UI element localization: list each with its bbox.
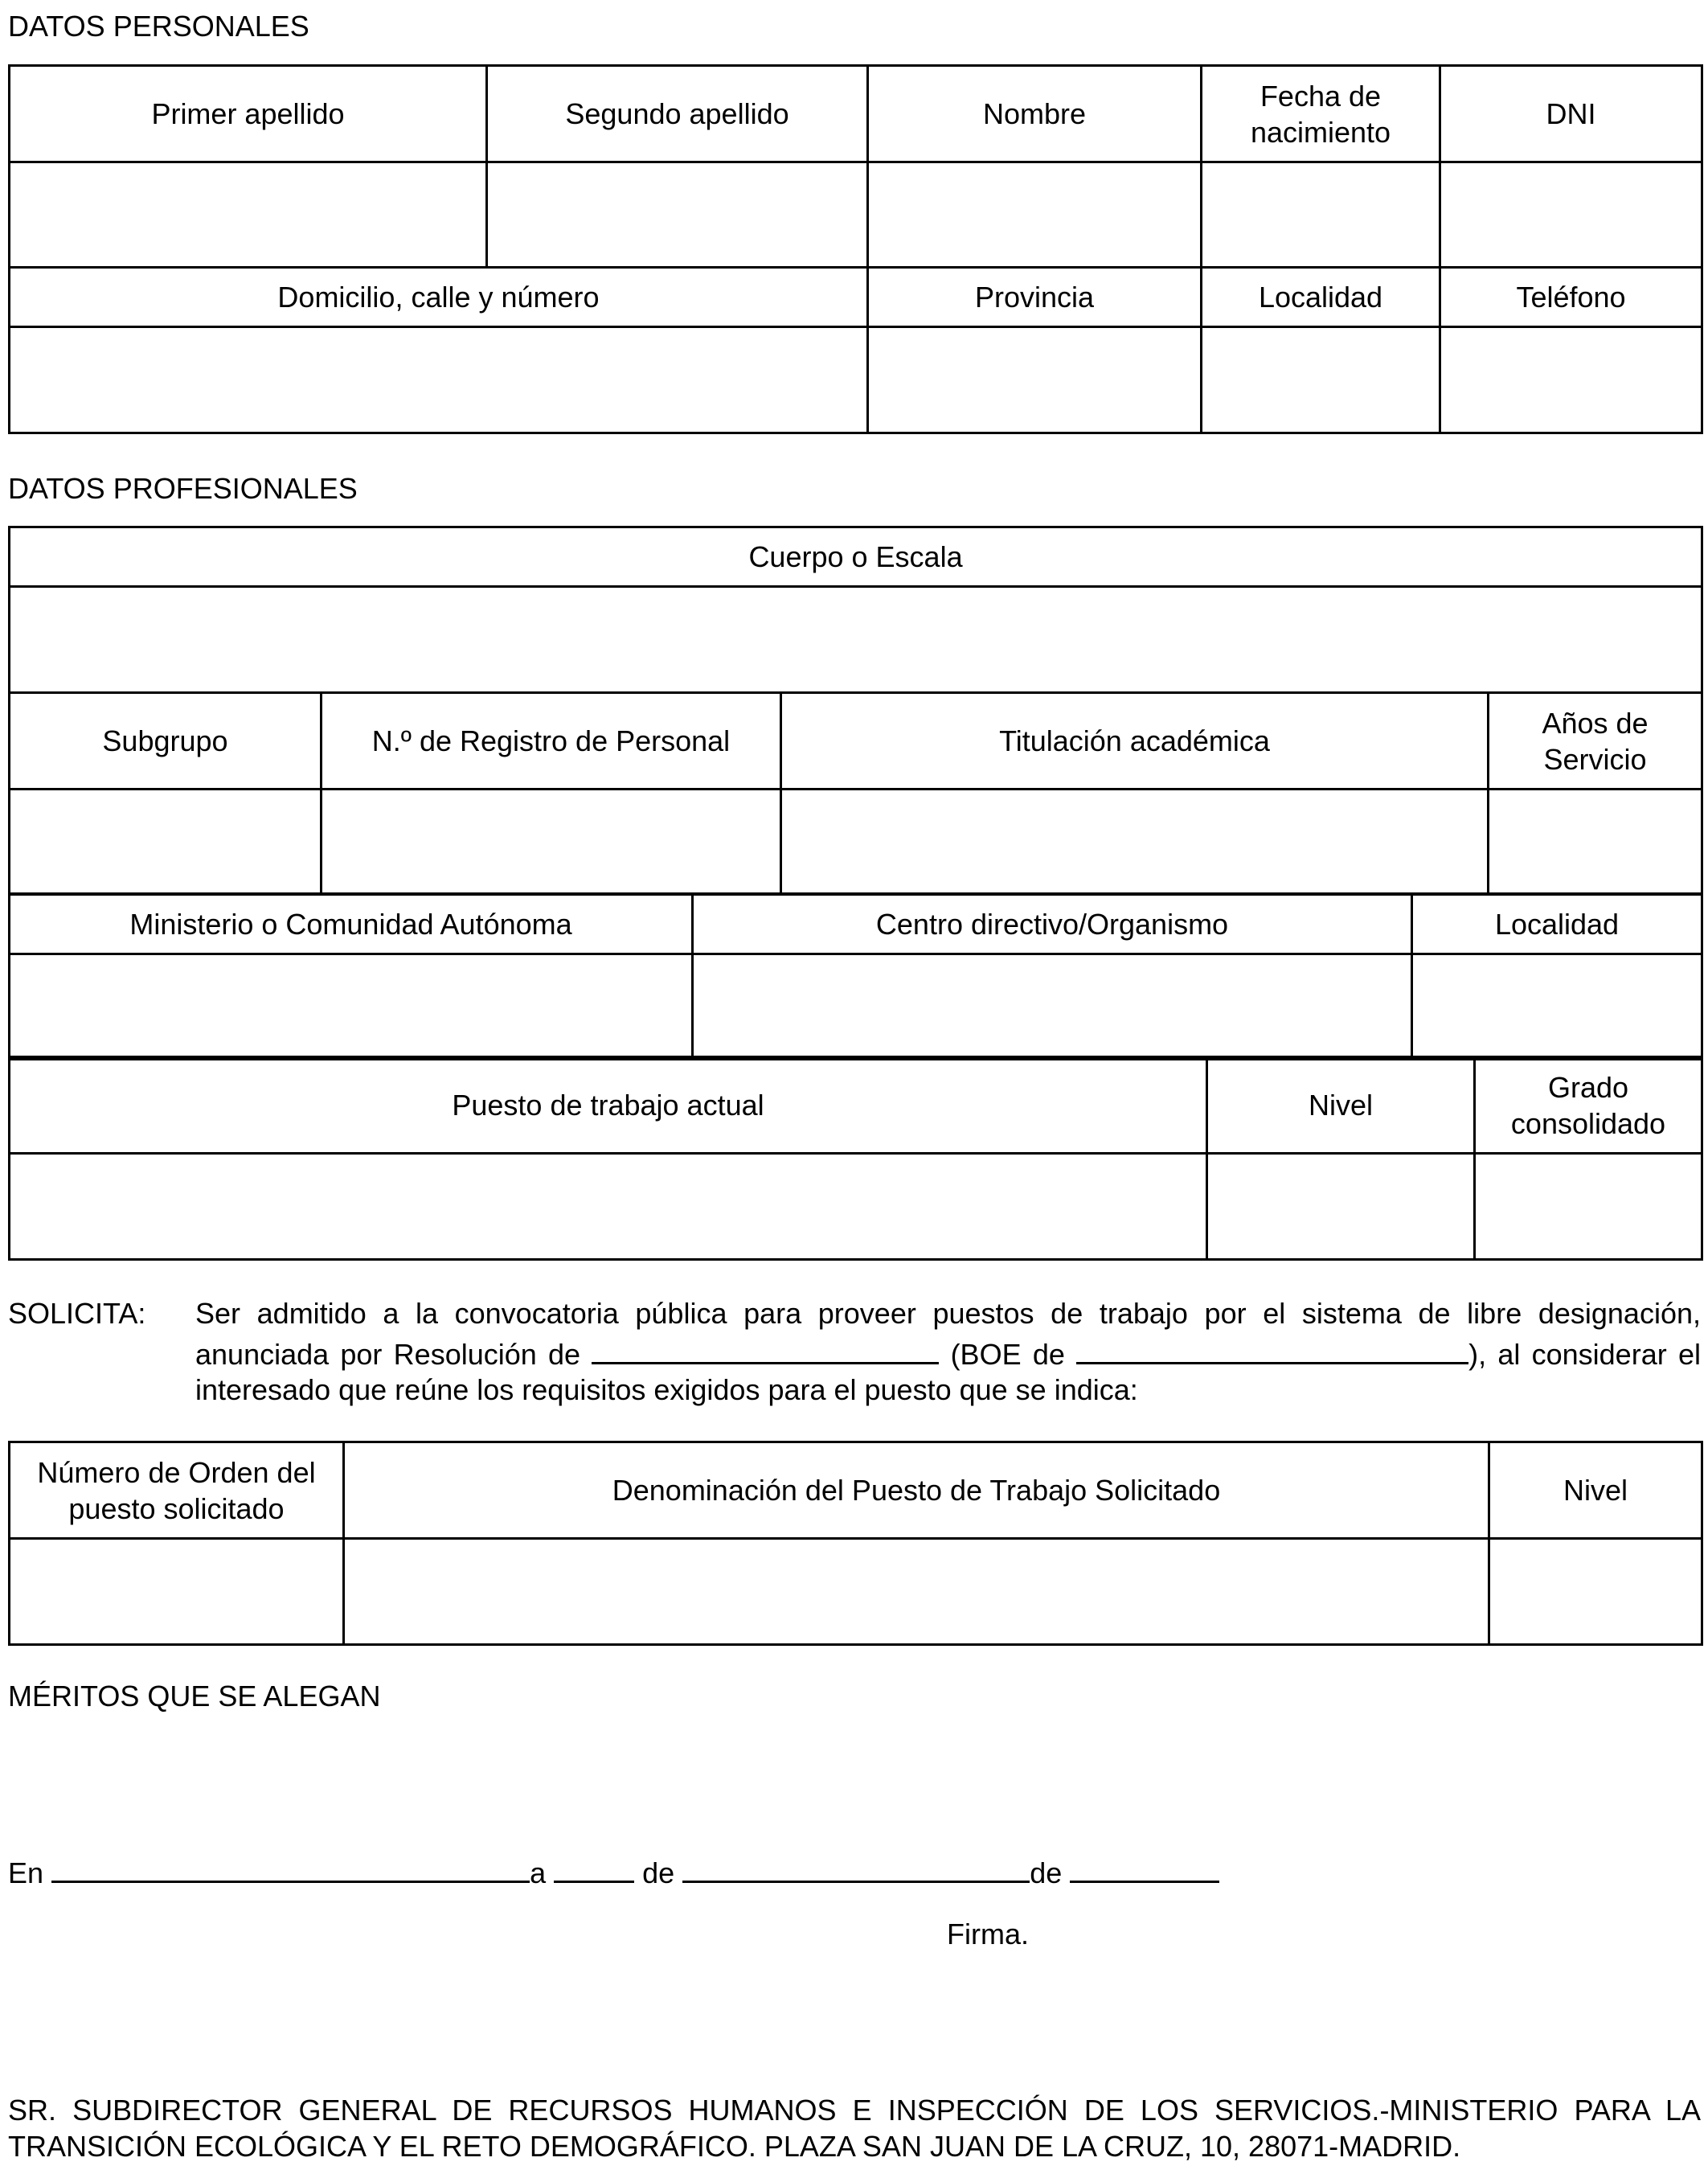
date-de2-label: de xyxy=(1030,1856,1063,1889)
header-anos-servicio: Años de Servicio xyxy=(1489,693,1702,790)
solicita-label: SOLICITA: xyxy=(8,1297,146,1330)
place-blank[interactable] xyxy=(51,1850,530,1883)
date-line xyxy=(8,1850,1219,1890)
field-nivel-solicitado[interactable] xyxy=(1489,1539,1702,1645)
header-domicilio: Domicilio, calle y número xyxy=(10,268,868,327)
solicita-paragraph xyxy=(195,1296,1701,1408)
boe-date-blank[interactable] xyxy=(1076,1331,1468,1364)
header-localidad-profesional: Localidad xyxy=(1412,894,1702,954)
month-blank[interactable] xyxy=(682,1850,1030,1883)
section-title-datos-profesionales: DATOS PROFESIONALES xyxy=(8,472,358,505)
header-nivel-solicitado: Nivel xyxy=(1489,1442,1702,1539)
date-en-label: En xyxy=(8,1856,44,1889)
field-dni[interactable] xyxy=(1440,162,1702,268)
field-numero-orden[interactable] xyxy=(10,1539,344,1645)
datos-profesionales-table-3 xyxy=(8,1056,1703,1261)
header-registro-personal: N.º de Registro de Personal xyxy=(322,693,781,790)
header-cuerpo-escala: Cuerpo o Escala xyxy=(10,527,1702,587)
field-domicilio[interactable] xyxy=(10,327,868,433)
header-primer-apellido: Primer apellido xyxy=(10,66,487,162)
footer-address: SR. SUBDIRECTOR GENERAL DE RECURSOS HUMANOS E INSPECCIÓN DE LOS SERVICIOS.-MINISTERIO PARA LA TRANSICIÓN ECOLÓGICA Y EL RETO DEMOGRÁFICO. PLAZA SAN JUAN DE LA CRUZ, 10, 28071-MADRID. xyxy=(8,2094,1701,2163)
header-segundo-apellido: Segundo apellido xyxy=(487,66,868,162)
field-provincia[interactable] xyxy=(868,327,1202,433)
field-segundo-apellido[interactable] xyxy=(487,162,868,268)
field-primer-apellido[interactable] xyxy=(10,162,487,268)
field-nivel-actual[interactable] xyxy=(1207,1154,1475,1260)
solicita-text-3: ), al considerar el interesado que reúne los requisitos exigidos para el puesto que se indica: xyxy=(195,1337,1701,1406)
header-puesto-actual: Puesto de trabajo actual xyxy=(10,1057,1207,1154)
solicita-text-1: Ser admitido a la convocatoria pública para proveer puestos de trabajo por el sistema de libre designación, anunciada por Resolución de xyxy=(195,1297,1701,1371)
day-blank[interactable] xyxy=(554,1850,634,1883)
header-nombre: Nombre xyxy=(868,66,1202,162)
field-cuerpo-escala[interactable] xyxy=(10,587,1702,693)
datos-profesionales-table-1 xyxy=(8,526,1703,896)
header-fecha-nacimiento: Fecha de nacimiento xyxy=(1202,66,1440,162)
header-provincia: Provincia xyxy=(868,268,1202,327)
field-fecha-nacimiento[interactable] xyxy=(1202,162,1440,268)
field-puesto-actual[interactable] xyxy=(10,1154,1207,1260)
section-title-meritos: MÉRITOS QUE SE ALEGAN xyxy=(8,1680,381,1713)
field-localidad[interactable] xyxy=(1202,327,1440,433)
datos-profesionales-table-2 xyxy=(8,892,1703,1060)
header-localidad: Localidad xyxy=(1202,268,1440,327)
date-a-label: a xyxy=(530,1856,547,1889)
firma-label: Firma. xyxy=(947,1918,1029,1950)
header-dni: DNI xyxy=(1440,66,1702,162)
datos-personales-table xyxy=(8,64,1703,434)
header-telefono: Teléfono xyxy=(1440,268,1702,327)
field-registro-personal[interactable] xyxy=(322,790,781,895)
resolucion-blank[interactable] xyxy=(592,1331,939,1364)
field-telefono[interactable] xyxy=(1440,327,1702,433)
field-denominacion-puesto[interactable] xyxy=(344,1539,1489,1645)
field-titulacion[interactable] xyxy=(781,790,1489,895)
header-grado-consolidado: Grado consolidado xyxy=(1475,1057,1702,1154)
header-denominacion-puesto: Denominación del Puesto de Trabajo Solicitado xyxy=(344,1442,1489,1539)
header-titulacion: Titulación académica xyxy=(781,693,1489,790)
header-centro-directivo: Centro directivo/Organismo xyxy=(693,894,1412,954)
field-ministerio[interactable] xyxy=(10,954,693,1060)
header-ministerio: Ministerio o Comunidad Autónoma xyxy=(10,894,693,954)
header-subgrupo: Subgrupo xyxy=(10,693,322,790)
header-numero-orden: Número de Orden del puesto solicitado xyxy=(10,1442,344,1539)
section-title-datos-personales: DATOS PERSONALES xyxy=(8,10,309,43)
date-de1-label: de xyxy=(642,1856,675,1889)
field-centro-directivo[interactable] xyxy=(693,954,1412,1060)
field-subgrupo[interactable] xyxy=(10,790,322,895)
field-localidad-profesional[interactable] xyxy=(1412,954,1702,1060)
field-nombre[interactable] xyxy=(868,162,1202,268)
year-blank[interactable] xyxy=(1070,1850,1219,1883)
header-nivel-actual: Nivel xyxy=(1207,1057,1475,1154)
field-anos-servicio[interactable] xyxy=(1489,790,1702,895)
puesto-solicitado-table xyxy=(8,1441,1703,1646)
solicita-text-2: (BOE de xyxy=(950,1337,1065,1371)
field-grado-consolidado[interactable] xyxy=(1475,1154,1702,1260)
